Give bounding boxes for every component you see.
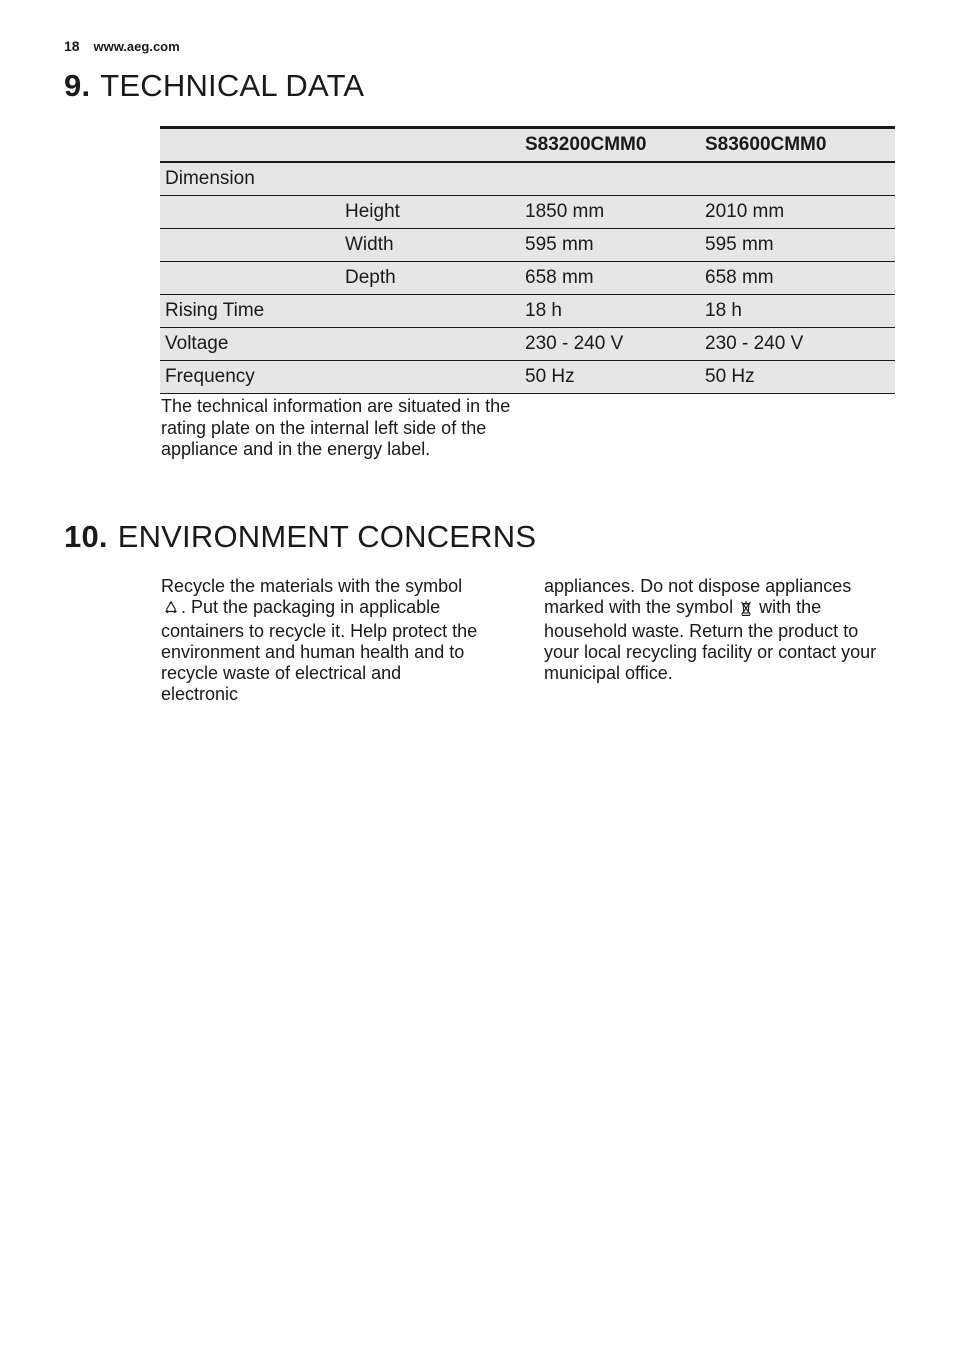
table-cell: 50 Hz xyxy=(520,361,700,394)
table-row xyxy=(160,295,895,328)
table-cell xyxy=(340,361,520,394)
table-header-cell xyxy=(340,128,520,163)
table-cell: 1850 mm xyxy=(520,196,700,229)
technical-data-table xyxy=(160,126,895,394)
table-cell: 658 mm xyxy=(700,262,895,295)
table-cell: 2010 mm xyxy=(700,196,895,229)
table-cell: 50 Hz xyxy=(700,361,895,394)
text-fragment: Recycle the materials with the symbol xyxy=(161,576,463,596)
table-cell: Dimension xyxy=(160,162,340,196)
table-cell: 18 h xyxy=(520,295,700,328)
table-header-cell xyxy=(160,128,340,163)
table-header-cell: S83600CMM0 xyxy=(700,128,895,163)
section-title-text: ENVIRONMENT CONCERNS xyxy=(117,519,537,554)
recycle-icon xyxy=(163,600,179,621)
table-cell: Depth xyxy=(340,262,520,295)
table-cell: 230 - 240 V xyxy=(520,328,700,361)
table-cell xyxy=(340,162,520,196)
table-cell: 595 mm xyxy=(520,229,700,262)
table-cell xyxy=(340,328,520,361)
table-cell: 658 mm xyxy=(520,262,700,295)
table-row xyxy=(160,328,895,361)
section-title-environment-concerns xyxy=(64,519,536,555)
table-row xyxy=(160,162,895,196)
table-cell xyxy=(160,196,340,229)
text-fragment: with the household waste. Return the product to your local recycling facility or contact your municipal office. xyxy=(544,597,877,683)
text-fragment: . Put the packaging in applicable containers to recycle it. Help protect the environment and human health and to recycle waste of electrical and electronic xyxy=(161,597,478,704)
section-title-text: TECHNICAL DATA xyxy=(100,68,365,103)
table-cell: Height xyxy=(340,196,520,229)
website-url: www.aeg.com xyxy=(93,39,180,54)
crossed-bin-icon xyxy=(740,600,752,621)
table-cell xyxy=(520,162,700,196)
table-cell xyxy=(160,262,340,295)
text-fragment: appliances. Do not dispose appliances marked with the symbol xyxy=(544,576,852,617)
technical-note: The technical information are situated in the rating plate on the internal left side of the appliance and in the energy label. xyxy=(161,396,511,459)
table-cell: 595 mm xyxy=(700,229,895,262)
table-cell: 18 h xyxy=(700,295,895,328)
table-cell: Frequency xyxy=(160,361,340,394)
section-title-technical-data xyxy=(64,68,364,104)
section-number: 10. xyxy=(64,519,108,554)
table-row xyxy=(160,262,895,295)
environment-text-left xyxy=(161,576,481,705)
table-header-cell: S83200CMM0 xyxy=(520,128,700,163)
table-cell xyxy=(160,229,340,262)
section-number: 9. xyxy=(64,68,91,103)
table-cell: Voltage xyxy=(160,328,340,361)
page-number: 18 xyxy=(64,38,80,54)
table-cell xyxy=(340,295,520,328)
table-row xyxy=(160,361,895,394)
table-cell: Width xyxy=(340,229,520,262)
table-cell: Rising Time xyxy=(160,295,340,328)
table-row xyxy=(160,229,895,262)
table-cell xyxy=(700,162,895,196)
table-row xyxy=(160,196,895,229)
environment-text-right xyxy=(544,576,884,684)
table-header-row xyxy=(160,128,895,163)
page-header xyxy=(64,38,180,54)
table-cell: 230 - 240 V xyxy=(700,328,895,361)
